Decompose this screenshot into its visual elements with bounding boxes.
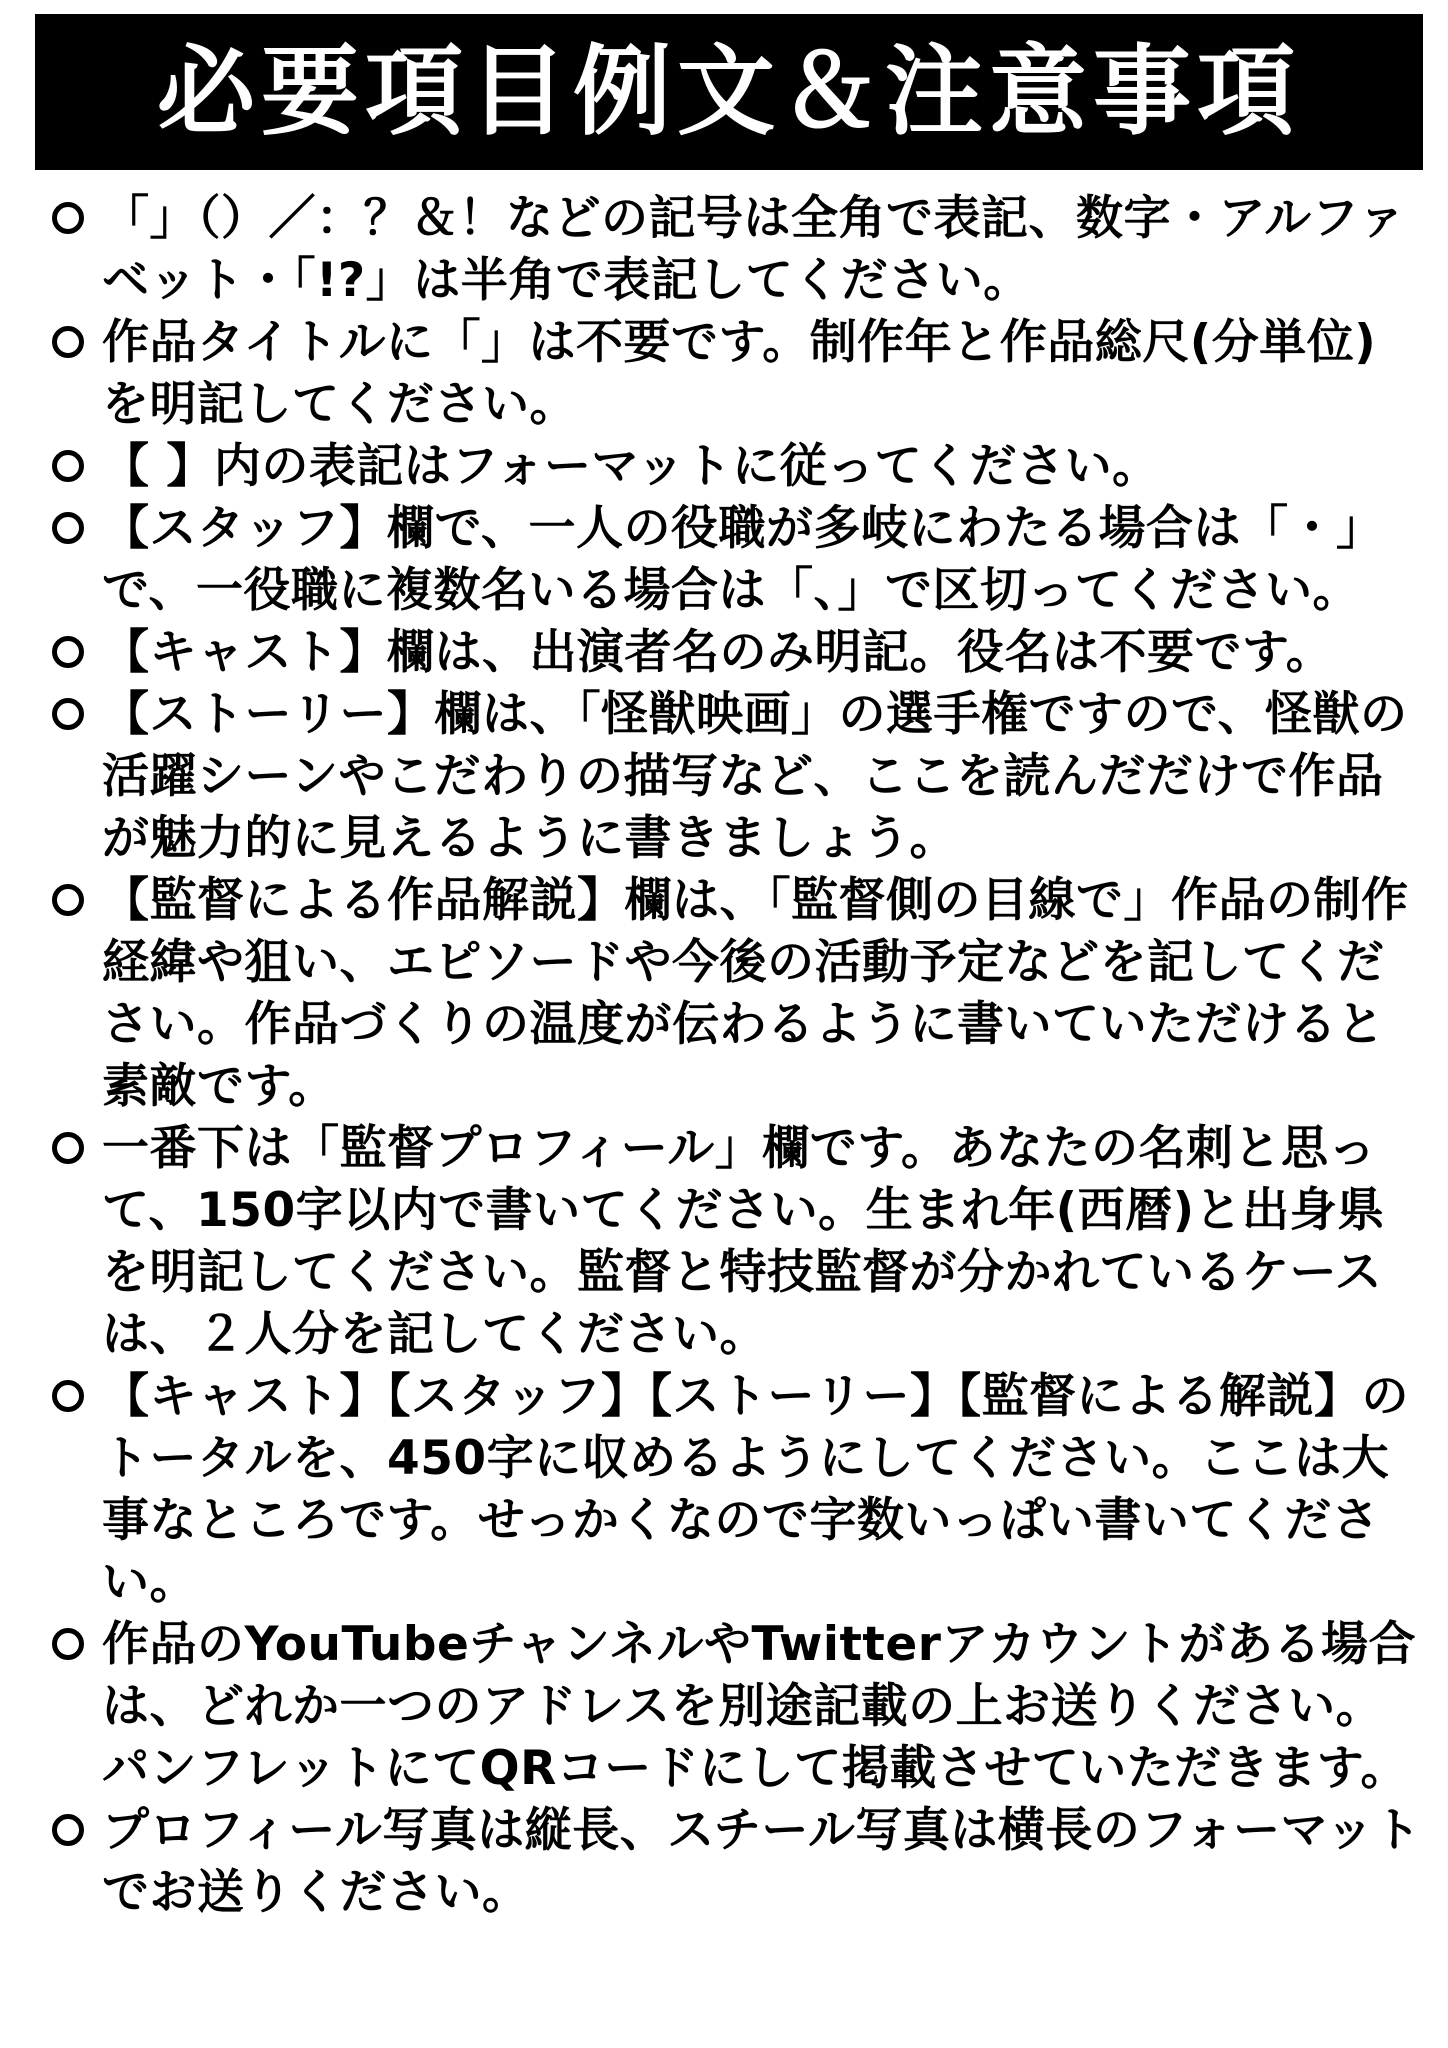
note-item: [52, 1800, 1422, 1924]
note-item: [52, 436, 1422, 498]
note-item: [52, 1614, 1422, 1800]
circle-bullet-icon: [52, 1380, 84, 1412]
note-text: 「」（）／：？＆！などの記号は全角で表記、数字・アルファベット・「!?」は半角で表記してください。: [102, 191, 1406, 308]
page-title: 必要項目例文＆注意事項: [156, 35, 1301, 149]
note-text: 【キャスト】【スタッフ】【ストーリー】【監督による解説】のトータルを、450字に収めるようにしてください。ここは大事なところです。せっかくなので字数いっぱい書いてください。: [102, 1369, 1409, 1610]
note-item: [52, 1366, 1422, 1614]
note-text: 【ストーリー】欄は、「怪獣映画」の選手権ですので、怪獣の活躍シーンやこだわりの描写など、ここを読んだだけで作品が魅力的に見えるように書きましょう。: [102, 687, 1408, 866]
circle-bullet-icon: [52, 698, 84, 730]
circle-bullet-icon: [52, 1814, 84, 1846]
note-item: [52, 1118, 1422, 1366]
note-item: [52, 188, 1422, 312]
note-text: 作品のYouTubeチャンネルやTwitterアカウントがある場合は、どれか一つのアドレスを別途記載の上お送りください。パンフレットにてQRコードにして掲載させていただきます。: [102, 1617, 1416, 1796]
note-text: 作品タイトルに「」は不要です。制作年と作品総尺(分単位)を明記してください。: [102, 315, 1377, 432]
circle-bullet-icon: [52, 326, 84, 358]
note-text: プロフィール写真は縦長、スチール写真は横長のフォーマットでお送りください。: [102, 1803, 1422, 1920]
note-text: 一番下は「監督プロフィール」欄です。あなたの名刺と思って、150字以内で書いてください。生まれ年(西暦)と出身県を明記してください。監督と特技監督が分かれているケースは、２人分を記してください。: [102, 1121, 1385, 1362]
circle-bullet-icon: [52, 202, 84, 234]
circle-bullet-icon: [52, 1132, 84, 1164]
note-text: 【 】内の表記はフォーマットに従ってください。: [102, 439, 1160, 494]
circle-bullet-icon: [52, 512, 84, 544]
note-item: [52, 498, 1422, 622]
circle-bullet-icon: [52, 450, 84, 482]
title-banner: [35, 14, 1423, 170]
notes-list: [52, 188, 1422, 1924]
circle-bullet-icon: [52, 636, 84, 668]
note-item: [52, 622, 1422, 684]
note-item: [52, 312, 1422, 436]
note-item: [52, 870, 1422, 1118]
note-text: 【キャスト】欄は、出演者名のみ明記。役名は不要です。: [102, 625, 1334, 680]
note-item: [52, 684, 1422, 870]
circle-bullet-icon: [52, 884, 84, 916]
note-text: 【監督による作品解説】欄は、「監督側の目線で」作品の制作経緯や狙い、エピソードや今後の活動予定などを記してください。作品づくりの温度が伝わるように書いていただけると素敵です。: [102, 873, 1409, 1114]
note-text: 【スタッフ】欄で、一人の役職が多岐にわたる場合は「・」で、一役職に複数名いる場合は「、」で区切ってください。: [102, 501, 1384, 618]
circle-bullet-icon: [52, 1628, 84, 1660]
